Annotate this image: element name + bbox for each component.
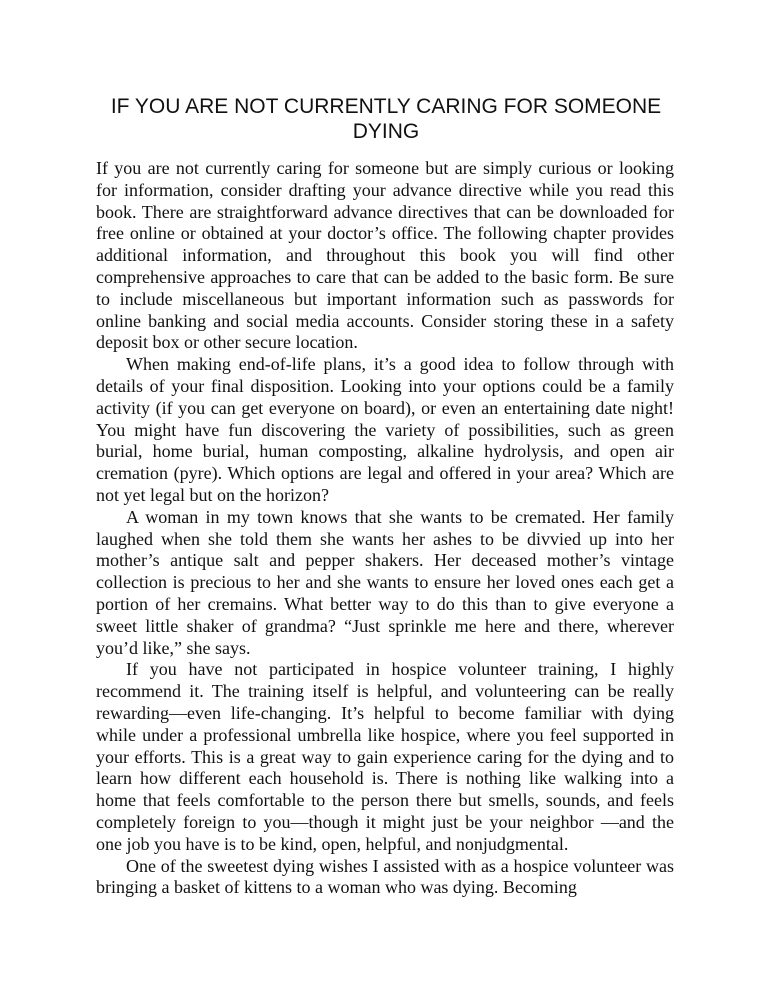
chapter-body (96, 158, 674, 899)
paragraph: One of the sweetest dying wishes I assisted with as a hospice volunteer was bringing a basket of kittens to a woman who was dying. Becoming (96, 855, 674, 898)
paragraph: A woman in my town knows that she wants to be cremated. Her family laughed when she told them she wants her ashes to be divvied up into her mother’s antique salt and pepper shakers. Her deceased mother’s vintage collection is precious to her and she wants to ensure her loved ones each get a portion of her cremains. What better way to do this than to give everyone a sweet little shaker of grandma? “Just sprinkle me here and there, wherever you’d like,” she says. (96, 506, 674, 658)
paragraph: When making end-of-life plans, it’s a good idea to follow through with details of your final disposition. Looking into your options could be a family activity (if you can get everyone on board), or even an entertaining date night! You might have fun discovering the variety of possibilities, such as green burial, home burial, human composting, alkaline hydrolysis, and open air cremation (pyre). Which options are legal and offered in your area? Which are not yet legal but on the horizon? (96, 354, 674, 505)
chapter-title: IF YOU ARE NOT CURRENTLY CARING FOR SOMEONE DYING (110, 95, 662, 143)
paragraph: If you are not currently caring for someone but are simply curious or looking for information, consider drafting your advance directive while you read this book. There are straightforward advance directives that can be downloaded for free online or obtained at your doctor’s office. The following chapter provides additional information, and throughout this book you will find other comprehensive approaches to care that can be added to the basic form. Be sure to include miscellaneous but important information such as passwords for online banking and social media accounts. Consider storing these in a safety deposit box or other secure location. (96, 158, 674, 353)
paragraph: If you have not participated in hospice volunteer training, I highly recommend it. The training itself is helpful, and volunteering can be really rewarding—even life-changing. It’s helpful to become familiar with dying while under a professional umbrella like hospice, where you feel supported in your efforts. This is a great way to gain experience caring for the dying and to learn how different each household is. There is nothing like walking into a home that feels comfortable to the person there but smells, sounds, and feels completely foreign to you—though it might just be your neighbor —and the one job you have is to be kind, open, helpful, and nonjudgmental. (96, 659, 674, 854)
